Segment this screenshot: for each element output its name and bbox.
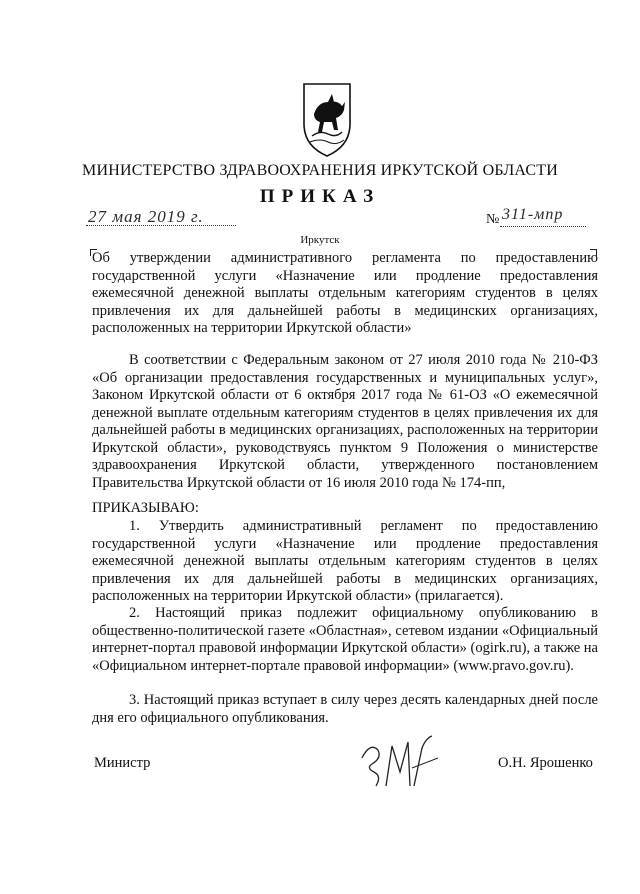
number-line xyxy=(500,226,586,227)
document-number: 311-мпр xyxy=(502,206,564,223)
preamble-paragraph: В соответствии с Федеральным законом от 27 июля 2010 года № 210-ФЗ «Об организации предоставления государственных и муниципальных услуг», Законом Иркутской области от 6 октября 2017 года № 61-ОЗ «О ежемесячной денежной выплате отдельным категориям студентов в целях привлечения их для дальнейшей работы в медицинских организациях, расположенных на территории Иркутской области», руководствуясь пунктом 9 Положения о министерстве здравоохранения Иркутской области, утвержденного постановлением Правительства Иркутской области от 16 июля 2010 года № 174-пп, xyxy=(92,352,598,491)
order-item-2: 2. Настоящий приказ подлежит официальному опубликованию в общественно-политической газете «Областная», сетевом издании «Официальный интернет-портал правовой информации Иркутской области» (ogirk.ru), а также на «Официальном интернет-портале правовой информации» (www.pravo.gov.ru). xyxy=(92,605,598,674)
coat-of-arms-icon xyxy=(298,80,356,158)
ministry-name: МИНИСТЕРСТВО ЗДРАВООХРАНЕНИЯ ИРКУТСКОЙ ОБЛАСТИ xyxy=(82,162,558,179)
order-word: ПРИКАЗЫВАЮ: xyxy=(92,500,199,516)
order-item-1: 1. Утвердить административный регламент по предоставлению государственной услуги «Назначение или продление предоставления ежемесячной денежной выплаты отдельным категориям студентов в целях привлечения их для дальнейшей работы в медицинских организациях, расположенных на территории Иркутской области» (прилагается). xyxy=(92,518,598,604)
signature-icon xyxy=(352,728,444,794)
number-label: № xyxy=(486,212,500,227)
signatory-name: О.Н. Ярошенко xyxy=(498,755,593,771)
document-city: Иркутск xyxy=(300,234,340,246)
document-subject: Об утверждении административного регламента по предоставлению государственной услуги «Назначение или продление предоставления ежемесячной денежной выплаты отдельным категориям студентов в целях привлечения их для дальнейшей работы в медицинских организациях, расположенных на территории Иркутской области» xyxy=(92,250,598,336)
document-date: 27 мая 2019 г. xyxy=(88,207,204,226)
signatory-title: Министр xyxy=(94,755,151,771)
order-item-3: 3. Настоящий приказ вступает в силу через десять календарных дней после дня его официального опубликования. xyxy=(92,692,598,726)
date-line xyxy=(86,225,236,226)
document-type: ПРИКАЗ xyxy=(259,186,381,207)
